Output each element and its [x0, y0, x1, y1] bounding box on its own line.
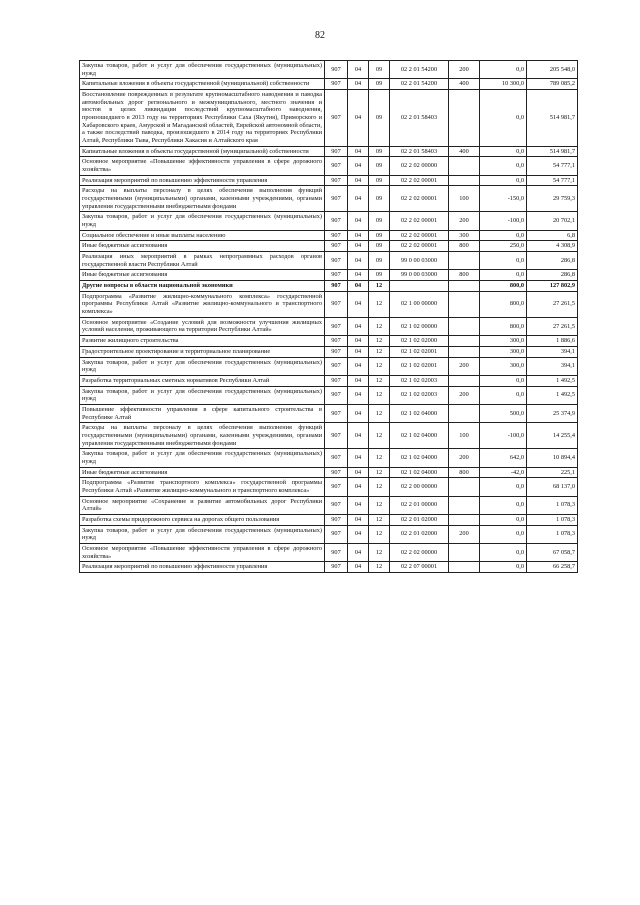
target-article-cell: 02 2 01 54200 — [390, 79, 449, 90]
change-amount-cell: -150,0 — [480, 186, 527, 212]
change-amount-cell: 0,0 — [480, 496, 527, 514]
target-article-cell: 02 2 01 58403 — [390, 90, 449, 147]
target-article-cell: 02 1 02 04000 — [390, 423, 449, 449]
table-row — [80, 496, 578, 514]
target-article-cell: 02 2 01 02000 — [390, 525, 449, 543]
ministry-code-cell: 907 — [325, 496, 348, 514]
change-amount-cell: 0,0 — [480, 61, 527, 79]
expense-type-cell — [449, 478, 480, 496]
expense-type-cell — [449, 157, 480, 175]
ministry-code-cell: 907 — [325, 79, 348, 90]
subsection-code-cell: 09 — [369, 146, 390, 157]
target-article-cell: 02 1 02 02000 — [390, 336, 449, 347]
table-row — [80, 514, 578, 525]
expense-name-cell: Иные бюджетные ассигнования — [80, 467, 325, 478]
change-amount-cell: 0,0 — [480, 270, 527, 281]
ministry-code-cell: 907 — [325, 449, 348, 467]
expense-name-cell: Разработка схемы придорожного сервиса на дорогах общего пользования — [80, 514, 325, 525]
subsection-code-cell: 09 — [369, 270, 390, 281]
expense-type-cell: 400 — [449, 146, 480, 157]
ministry-code-cell: 907 — [325, 404, 348, 422]
expense-name-cell: Закупка товаров, работ и услуг для обеспечения государственных (муниципальных) нужд — [80, 525, 325, 543]
change-amount-cell: 642,0 — [480, 449, 527, 467]
change-amount-cell: 300,0 — [480, 336, 527, 347]
total-amount-cell: 6,8 — [527, 230, 578, 241]
change-amount-cell: 0,0 — [480, 157, 527, 175]
change-amount-cell: 500,0 — [480, 404, 527, 422]
total-amount-cell: 789 085,2 — [527, 79, 578, 90]
expense-name-cell: Реализация мероприятий по повышению эффективности управления — [80, 562, 325, 573]
ministry-code-cell: 907 — [325, 241, 348, 252]
subsection-code-cell: 12 — [369, 496, 390, 514]
ministry-code-cell: 907 — [325, 375, 348, 386]
ministry-code-cell: 907 — [325, 146, 348, 157]
section-code-cell: 04 — [348, 449, 369, 467]
budget-table — [79, 60, 578, 573]
target-article-cell: 02 2 01 58403 — [390, 146, 449, 157]
change-amount-cell: 0,0 — [480, 478, 527, 496]
expense-name-cell: Закупка товаров, работ и услуг для обеспечения государственных (муниципальных) нужд — [80, 357, 325, 375]
subsection-code-cell: 12 — [369, 543, 390, 561]
subsection-code-cell: 09 — [369, 157, 390, 175]
section-code-cell: 04 — [348, 212, 369, 230]
target-article-cell: 02 1 02 04000 — [390, 467, 449, 478]
ministry-code-cell: 907 — [325, 386, 348, 404]
table-row — [80, 375, 578, 386]
table-row — [80, 423, 578, 449]
section-code-cell: 04 — [348, 467, 369, 478]
expense-name-cell: Иные бюджетные ассигнования — [80, 241, 325, 252]
ministry-code-cell: 907 — [325, 252, 348, 270]
ministry-code-cell: 907 — [325, 525, 348, 543]
total-amount-cell: 1 078,3 — [527, 496, 578, 514]
expense-type-cell: 400 — [449, 79, 480, 90]
section-code-cell: 04 — [348, 79, 369, 90]
section-code-cell: 04 — [348, 90, 369, 147]
section-code-cell: 04 — [348, 175, 369, 186]
table-row — [80, 386, 578, 404]
change-amount-cell: 300,0 — [480, 357, 527, 375]
table-row — [80, 346, 578, 357]
expense-type-cell — [449, 317, 480, 335]
section-code-cell: 04 — [348, 386, 369, 404]
expense-name-cell: Закупка товаров, работ и услуг для обеспечения государственных (муниципальных) нужд — [80, 212, 325, 230]
expense-type-cell: 800 — [449, 270, 480, 281]
total-amount-cell: 225,1 — [527, 467, 578, 478]
change-amount-cell: 0,0 — [480, 514, 527, 525]
expense-type-cell — [449, 543, 480, 561]
expense-name-cell: Градостроительное проектирование и территориальное планирование — [80, 346, 325, 357]
expense-type-cell — [449, 336, 480, 347]
expense-type-cell — [449, 514, 480, 525]
ministry-code-cell: 907 — [325, 317, 348, 335]
change-amount-cell: 0,0 — [480, 543, 527, 561]
expense-type-cell: 300 — [449, 230, 480, 241]
ministry-code-cell: 907 — [325, 270, 348, 281]
subsection-code-cell: 12 — [369, 357, 390, 375]
change-amount-cell: 250,0 — [480, 241, 527, 252]
section-code-cell: 04 — [348, 357, 369, 375]
total-amount-cell: 54 777,1 — [527, 175, 578, 186]
table-row — [80, 525, 578, 543]
target-article-cell: 02 2 02 00000 — [390, 157, 449, 175]
expense-name-cell: Реализация иных мероприятий в рамках непрограммных расходов органов государственной власти Республики Алтай — [80, 252, 325, 270]
total-amount-cell: 286,8 — [527, 270, 578, 281]
total-amount-cell: 4 308,9 — [527, 241, 578, 252]
table-row — [80, 230, 578, 241]
table-row — [80, 449, 578, 467]
table-row — [80, 61, 578, 79]
section-code-cell: 04 — [348, 281, 369, 292]
table-row — [80, 175, 578, 186]
subsection-code-cell: 12 — [369, 404, 390, 422]
change-amount-cell: 800,0 — [480, 291, 527, 317]
ministry-code-cell: 907 — [325, 562, 348, 573]
target-article-cell: 02 2 00 00000 — [390, 478, 449, 496]
table-row — [80, 478, 578, 496]
ministry-code-cell: 907 — [325, 175, 348, 186]
expense-type-cell: 100 — [449, 423, 480, 449]
target-article-cell: 02 2 02 00001 — [390, 241, 449, 252]
subsection-code-cell: 09 — [369, 61, 390, 79]
expense-type-cell — [449, 496, 480, 514]
section-code-cell: 04 — [348, 230, 369, 241]
expense-type-cell — [449, 90, 480, 147]
subsection-code-cell: 09 — [369, 90, 390, 147]
target-article-cell: 02 1 02 04000 — [390, 449, 449, 467]
ministry-code-cell: 907 — [325, 186, 348, 212]
change-amount-cell: 0,0 — [480, 562, 527, 573]
total-amount-cell: 1 492,5 — [527, 386, 578, 404]
ministry-code-cell: 907 — [325, 157, 348, 175]
total-amount-cell: 1 492,5 — [527, 375, 578, 386]
expense-type-cell — [449, 346, 480, 357]
total-amount-cell: 514 981,7 — [527, 146, 578, 157]
section-code-cell: 04 — [348, 252, 369, 270]
change-amount-cell: 0,0 — [480, 525, 527, 543]
table-row — [80, 252, 578, 270]
section-code-cell: 04 — [348, 146, 369, 157]
expense-name-cell: Реализация мероприятий по повышению эффективности управления — [80, 175, 325, 186]
table-row — [80, 543, 578, 561]
table-row — [80, 186, 578, 212]
total-amount-cell: 29 759,3 — [527, 186, 578, 212]
target-article-cell: 02 1 02 02003 — [390, 375, 449, 386]
total-amount-cell: 394,1 — [527, 357, 578, 375]
table-row — [80, 291, 578, 317]
table-row — [80, 317, 578, 335]
table-row — [80, 467, 578, 478]
total-amount-cell: 68 137,0 — [527, 478, 578, 496]
subsection-code-cell: 12 — [369, 346, 390, 357]
section-code-cell: 04 — [348, 346, 369, 357]
expense-name-cell: Капиатльные вложения в объекты государственной (муниципальной) собственности — [80, 146, 325, 157]
expense-name-cell: Капитальные вложения в объекты государственной (муниципальной) собственности — [80, 79, 325, 90]
expense-name-cell: Иные бюджетные ассигнования — [80, 270, 325, 281]
target-article-cell: 02 2 01 00000 — [390, 496, 449, 514]
total-amount-cell: 205 548,0 — [527, 61, 578, 79]
table-row — [80, 79, 578, 90]
change-amount-cell: 300,0 — [480, 346, 527, 357]
total-amount-cell: 20 702,1 — [527, 212, 578, 230]
table-row — [80, 281, 578, 292]
ministry-code-cell: 907 — [325, 291, 348, 317]
subsection-code-cell: 12 — [369, 467, 390, 478]
change-amount-cell: -100,0 — [480, 212, 527, 230]
ministry-code-cell: 907 — [325, 467, 348, 478]
expense-name-cell: Основное мероприятие «Сохранение и развитие автомобильных дорог Республики Алтай» — [80, 496, 325, 514]
total-amount-cell: 1 886,6 — [527, 336, 578, 347]
subsection-code-cell: 12 — [369, 336, 390, 347]
target-article-cell — [390, 281, 449, 292]
ministry-code-cell: 907 — [325, 346, 348, 357]
ministry-code-cell: 907 — [325, 61, 348, 79]
expense-name-cell: Основное мероприятие «Создание условий для возможности улучшения жилищных условий населения, проживающего на территории Республики Алтай» — [80, 317, 325, 335]
total-amount-cell: 127 802,9 — [527, 281, 578, 292]
target-article-cell: 02 1 02 02003 — [390, 386, 449, 404]
table-row — [80, 90, 578, 147]
subsection-code-cell: 12 — [369, 386, 390, 404]
expense-type-cell: 800 — [449, 241, 480, 252]
total-amount-cell: 286,8 — [527, 252, 578, 270]
section-code-cell: 04 — [348, 61, 369, 79]
page-number: 82 — [315, 30, 325, 41]
expense-name-cell: Повышение эффективности управления в сфере капитального строительства в Республике Алтай — [80, 404, 325, 422]
subsection-code-cell: 09 — [369, 241, 390, 252]
target-article-cell: 02 2 02 00001 — [390, 212, 449, 230]
subsection-code-cell: 12 — [369, 449, 390, 467]
subsection-code-cell: 12 — [369, 423, 390, 449]
section-code-cell: 04 — [348, 562, 369, 573]
table-row — [80, 336, 578, 347]
expense-name-cell: Восстановление поврежденных в результате крупномасштабного наводнения и паводка автомобильных дорог регионального и межмуниципального, местного значения и мостов в целях ликвидации последствий крупномасштабного наводнения, произошедшего в 2013 году на территориях Республики Саха (Якутия), Приморского и Хабаровского краев, Амурской и Магаданской областей, Еврейской автономной области, а также последствий паводка, произошедшего в 2014 году на территориях Республики Алтай, Республики Тыва, Республики Хакасия и Алтайского края — [80, 90, 325, 147]
ministry-code-cell: 907 — [325, 230, 348, 241]
ministry-code-cell: 907 — [325, 423, 348, 449]
expense-type-cell — [449, 252, 480, 270]
section-code-cell: 04 — [348, 241, 369, 252]
expense-name-cell: Расходы на выплаты персоналу в целях обеспечения выполнения функций государственными (муниципальными) органами, казенными учреждениями, органами управления государственными внебюджетными фондами — [80, 423, 325, 449]
expense-type-cell: 800 — [449, 467, 480, 478]
expense-name-cell: Закупка товаров, работ и услуг для обеспечения государственных (муниципальных) нужд — [80, 449, 325, 467]
subsection-code-cell: 09 — [369, 252, 390, 270]
subsection-code-cell: 12 — [369, 525, 390, 543]
total-amount-cell: 54 777,1 — [527, 157, 578, 175]
expense-name-cell: Закупка товаров, работ и услуг для обеспечения государственных (муниципальных) нужд — [80, 61, 325, 79]
change-amount-cell: 0,0 — [480, 230, 527, 241]
target-article-cell: 99 0 00 03000 — [390, 252, 449, 270]
change-amount-cell: 800,0 — [480, 281, 527, 292]
subsection-code-cell: 12 — [369, 478, 390, 496]
total-amount-cell: 10 894,4 — [527, 449, 578, 467]
expense-name-cell: Расходы на выплаты персоналу в целях обеспечения выполнения функций государственными (муниципальными) органами, казенными учреждениями, органами управления государственными внебюджетными фондами — [80, 186, 325, 212]
expense-name-cell: Основное мероприятие «Повышение эффективности управления в сфере дорожного хозяйства» — [80, 543, 325, 561]
expense-type-cell: 100 — [449, 186, 480, 212]
expense-name-cell: Основное мероприятие «Повышение эффективности управления в сфере дорожного хозяйства» — [80, 157, 325, 175]
change-amount-cell: 0,0 — [480, 375, 527, 386]
subsection-code-cell: 09 — [369, 212, 390, 230]
subsection-code-cell: 12 — [369, 291, 390, 317]
total-amount-cell: 1 078,3 — [527, 525, 578, 543]
table-row — [80, 562, 578, 573]
expense-name-cell: Закупка товаров, работ и услуг для обеспечения государственных (муниципальных) нужд — [80, 386, 325, 404]
expense-name-cell: Другие вопросы в области национальной экономики — [80, 281, 325, 292]
change-amount-cell: 0,0 — [480, 252, 527, 270]
section-code-cell: 04 — [348, 317, 369, 335]
change-amount-cell: 0,0 — [480, 386, 527, 404]
target-article-cell: 02 1 00 00000 — [390, 291, 449, 317]
target-article-cell: 02 1 02 02001 — [390, 346, 449, 357]
ministry-code-cell: 907 — [325, 514, 348, 525]
expense-type-cell: 200 — [449, 386, 480, 404]
total-amount-cell: 394,1 — [527, 346, 578, 357]
section-code-cell: 04 — [348, 525, 369, 543]
section-code-cell: 04 — [348, 496, 369, 514]
section-code-cell: 04 — [348, 478, 369, 496]
change-amount-cell: 0,0 — [480, 90, 527, 147]
table-body — [80, 61, 578, 573]
subsection-code-cell: 12 — [369, 281, 390, 292]
target-article-cell: 02 2 01 02000 — [390, 514, 449, 525]
table-row — [80, 270, 578, 281]
expense-name-cell: Подпрограмма «Развитие жилищно-коммунального комплекса» государственной программы Республики Алтай «Развитие жилищно-коммунального и транспортного комплекса» — [80, 291, 325, 317]
ministry-code-cell: 907 — [325, 478, 348, 496]
expense-type-cell: 200 — [449, 525, 480, 543]
expense-name-cell: Социальное обеспечение и иные выплаты населению — [80, 230, 325, 241]
section-code-cell: 04 — [348, 157, 369, 175]
subsection-code-cell: 09 — [369, 186, 390, 212]
expense-name-cell: Развитие жилищного строительства — [80, 336, 325, 347]
expense-type-cell: 200 — [449, 449, 480, 467]
expense-name-cell: Подпрограмма «Развитие транспортного комплекса» государственной программы Республики Алтай «Развитие жилищно-коммунального и транспортного комплекса» — [80, 478, 325, 496]
target-article-cell: 02 1 02 00000 — [390, 317, 449, 335]
target-article-cell: 02 2 07 00001 — [390, 562, 449, 573]
section-code-cell: 04 — [348, 514, 369, 525]
subsection-code-cell: 09 — [369, 230, 390, 241]
change-amount-cell: 10 300,0 — [480, 79, 527, 90]
total-amount-cell: 27 261,5 — [527, 291, 578, 317]
total-amount-cell: 66 258,7 — [527, 562, 578, 573]
table-row — [80, 241, 578, 252]
subsection-code-cell: 12 — [369, 514, 390, 525]
total-amount-cell: 1 078,3 — [527, 514, 578, 525]
target-article-cell: 02 2 02 00001 — [390, 175, 449, 186]
ministry-code-cell: 907 — [325, 543, 348, 561]
change-amount-cell: 0,0 — [480, 175, 527, 186]
section-code-cell: 04 — [348, 186, 369, 212]
total-amount-cell: 14 255,4 — [527, 423, 578, 449]
expense-type-cell — [449, 281, 480, 292]
total-amount-cell: 514 981,7 — [527, 90, 578, 147]
target-article-cell: 02 1 02 04000 — [390, 404, 449, 422]
section-code-cell: 04 — [348, 423, 369, 449]
ministry-code-cell: 907 — [325, 281, 348, 292]
section-code-cell: 04 — [348, 543, 369, 561]
change-amount-cell: -42,0 — [480, 467, 527, 478]
table-row — [80, 157, 578, 175]
ministry-code-cell: 907 — [325, 90, 348, 147]
expense-type-cell: 200 — [449, 212, 480, 230]
expense-type-cell: 200 — [449, 357, 480, 375]
expense-type-cell — [449, 291, 480, 317]
target-article-cell: 99 0 00 03000 — [390, 270, 449, 281]
section-code-cell: 04 — [348, 270, 369, 281]
section-code-cell: 04 — [348, 336, 369, 347]
subsection-code-cell: 12 — [369, 375, 390, 386]
expense-type-cell — [449, 375, 480, 386]
ministry-code-cell: 907 — [325, 357, 348, 375]
section-code-cell: 04 — [348, 291, 369, 317]
table-row — [80, 404, 578, 422]
change-amount-cell: 800,0 — [480, 317, 527, 335]
table-row — [80, 146, 578, 157]
table-row — [80, 357, 578, 375]
expense-type-cell — [449, 562, 480, 573]
subsection-code-cell: 09 — [369, 79, 390, 90]
total-amount-cell: 25 374,9 — [527, 404, 578, 422]
table-row — [80, 212, 578, 230]
expense-type-cell — [449, 404, 480, 422]
ministry-code-cell: 907 — [325, 336, 348, 347]
target-article-cell: 02 1 02 02001 — [390, 357, 449, 375]
section-code-cell: 04 — [348, 404, 369, 422]
expense-name-cell: Разработка территориальных сметных нормативов Республики Алтай — [80, 375, 325, 386]
total-amount-cell: 67 058,7 — [527, 543, 578, 561]
target-article-cell: 02 2 02 00000 — [390, 543, 449, 561]
subsection-code-cell: 12 — [369, 317, 390, 335]
target-article-cell: 02 2 02 00001 — [390, 230, 449, 241]
subsection-code-cell: 12 — [369, 562, 390, 573]
section-code-cell: 04 — [348, 375, 369, 386]
expense-type-cell: 200 — [449, 61, 480, 79]
ministry-code-cell: 907 — [325, 212, 348, 230]
target-article-cell: 02 2 01 54200 — [390, 61, 449, 79]
change-amount-cell: -100,0 — [480, 423, 527, 449]
subsection-code-cell: 09 — [369, 175, 390, 186]
change-amount-cell: 0,0 — [480, 146, 527, 157]
target-article-cell: 02 2 02 00001 — [390, 186, 449, 212]
total-amount-cell: 27 261,5 — [527, 317, 578, 335]
expense-type-cell — [449, 175, 480, 186]
